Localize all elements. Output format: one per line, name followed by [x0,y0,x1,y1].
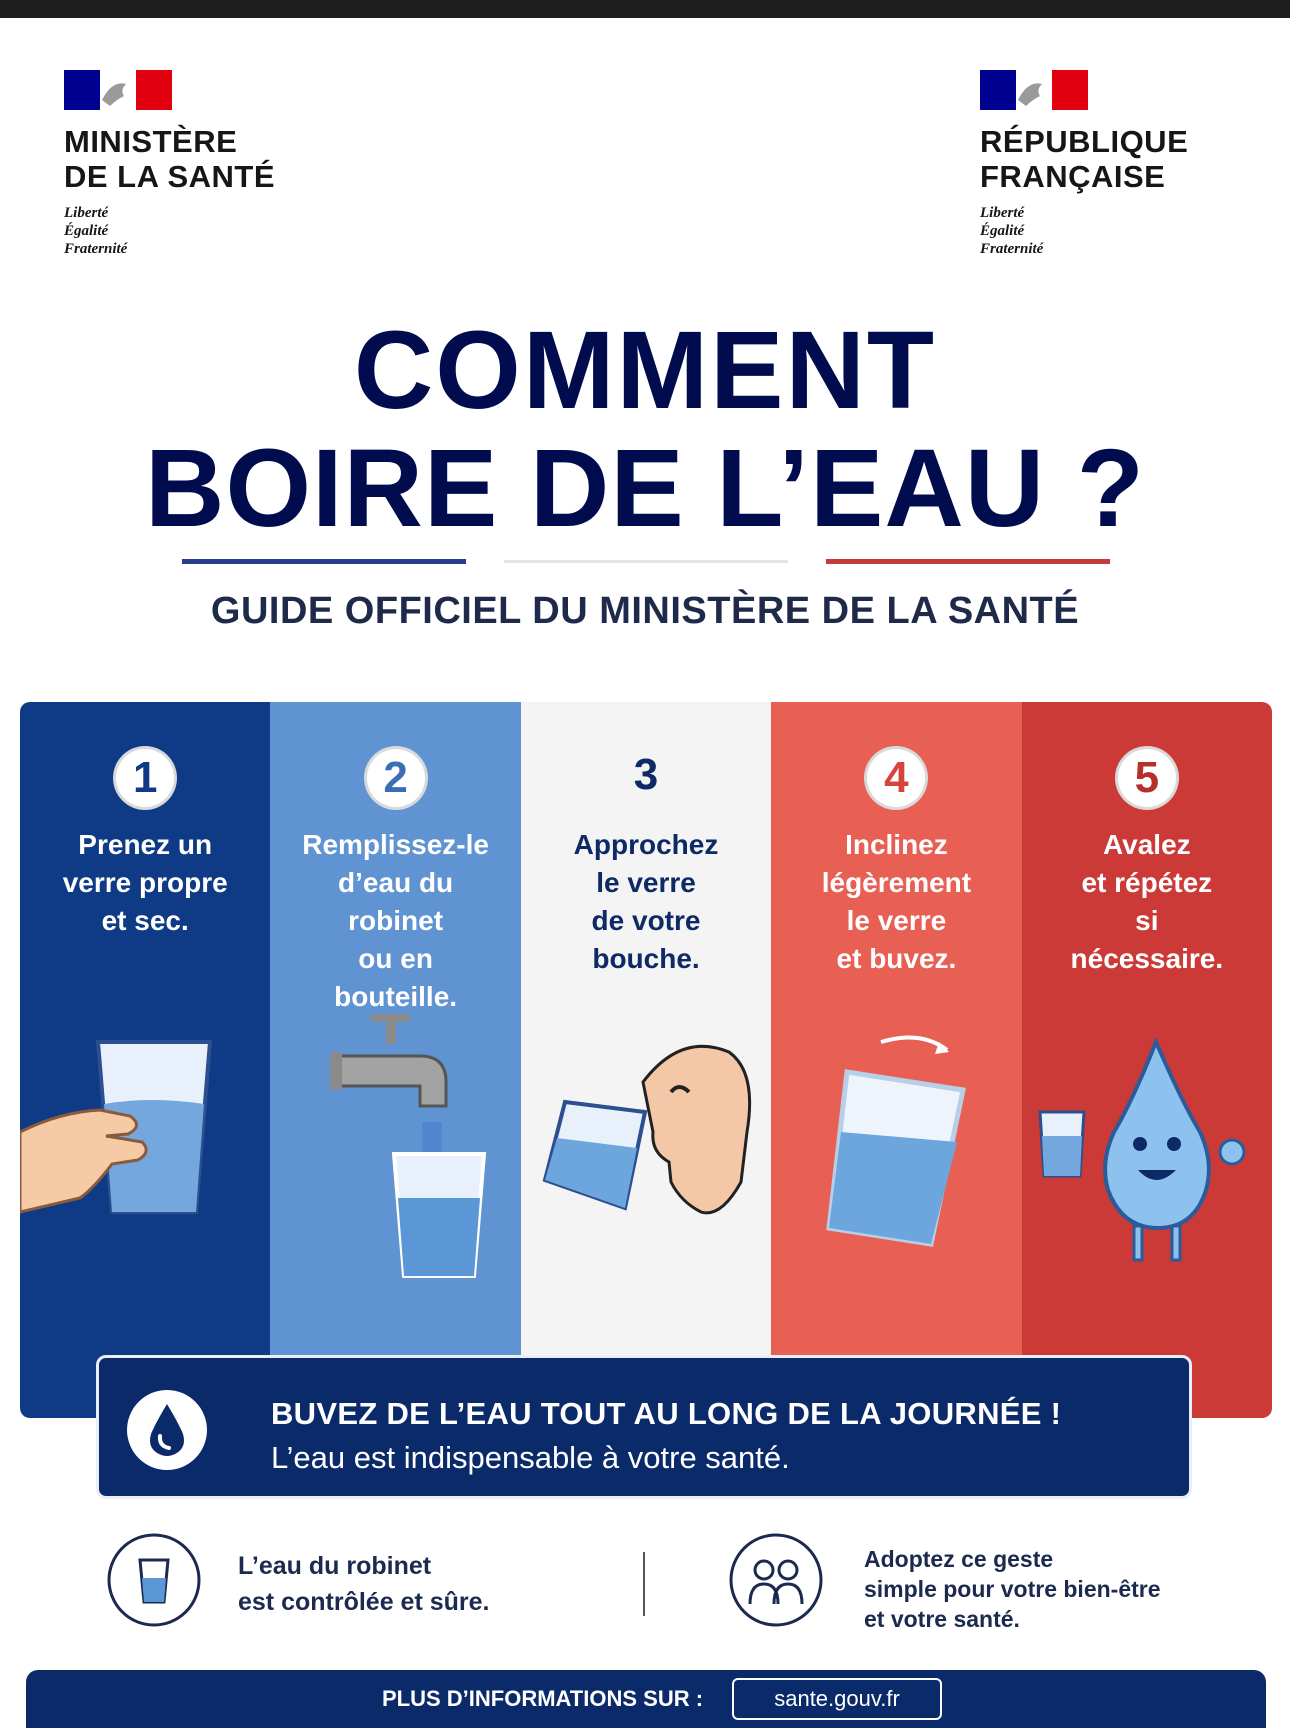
motto-egalite: Égalité [64,223,109,239]
step-number: 3 [633,750,659,799]
steps-panel [20,702,1272,1418]
motto [980,204,1188,258]
footer-bar [26,1670,1266,1728]
step-2 [270,702,520,1418]
step-number: 1 [113,746,177,810]
step-text: Prenez un verre propre et sec. [62,829,228,936]
banner-subtitle: L’eau est indispensable à votre santé. [271,1440,790,1475]
ministry-name-line1: MINISTÈRE [64,124,238,159]
ministry-logo [64,70,275,258]
step-4 [771,702,1021,1418]
motto-egalite: Égalité [980,223,1025,239]
motto [64,204,275,258]
footer-label: PLUS D’INFORMATIONS SUR : [382,1686,704,1711]
step-number: 2 [364,746,428,810]
marianne-flag-icon [64,70,172,110]
tricolor-rule-red [826,559,1110,564]
step-text: Remplissez-le d’eau du robinet ou en bouteille. [302,829,489,1012]
step-3 [521,702,771,1418]
ministry-name-line2: DE LA SANTÉ [64,159,276,194]
tap-filling-glass-icon [270,1012,520,1312]
republic-name-line2: FRANÇAISE [980,159,1166,194]
tilted-glass-icon [771,1012,1021,1312]
hydration-banner [96,1355,1192,1499]
step-text: Avalez et répétez si nécessaire. [1070,829,1224,974]
tricolor-rule-white [504,560,788,563]
hand-holding-glass-icon [20,1012,270,1312]
top-bar [0,0,1290,18]
page-title-line1: COMMENT [353,309,937,432]
face-drinking-icon [521,1012,771,1312]
motto-fraternite: Fraternité [980,241,1044,257]
page-subtitle: GUIDE OFFICIEL DU MINISTÈRE DE LA SANTÉ [210,590,1080,632]
water-drop-icon [127,1390,207,1470]
step-number: 5 [1115,746,1179,810]
tap-water-safe-text: L’eau du robinet est contrôlée et sûre. [238,1552,490,1616]
motto-liberte: Liberté [64,205,109,221]
step-text: Approchez le verre de votre bouche. [573,829,719,974]
republic-name-line1: RÉPUBLIQUE [980,124,1189,159]
page-title-line2: BOIRE DE L’EAU ? [145,427,1145,550]
motto-fraternite: Fraternité [64,241,128,257]
step-5 [1022,702,1272,1418]
people-icon [726,1530,826,1630]
step-text: Inclinez légèrement le verre et buvez. [821,829,972,974]
marianne-flag-icon [980,70,1088,110]
motto-liberte: Liberté [980,205,1025,221]
info-divider [643,1552,645,1616]
banner-title: BUVEZ DE L’EAU TOUT AU LONG DE LA JOURNÉE ! [271,1396,1062,1431]
republic-logo [980,70,1188,258]
tricolor-rule-blue [182,559,466,564]
glass-icon [104,1530,204,1630]
step-1 [20,702,270,1418]
step-number: 4 [864,746,928,810]
water-drop-mascot-icon [1022,1012,1272,1312]
website-link[interactable]: sante.gouv.fr [732,1678,942,1720]
healthy-habit-text: Adoptez ce geste simple pour votre bien-être et votre santé. [864,1546,1161,1632]
